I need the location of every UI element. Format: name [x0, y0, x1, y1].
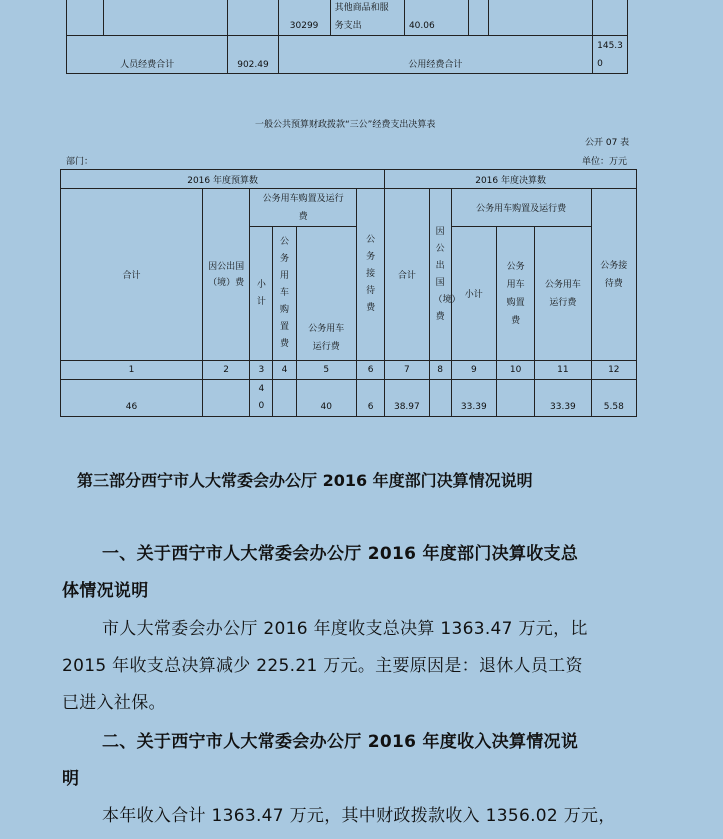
- col-number: 11: [535, 361, 591, 380]
- col-car-purchase: 公务用车购置费: [273, 227, 296, 361]
- col-car-purchase-actual-line: 费: [511, 315, 521, 326]
- unit-label: 单位：万元: [582, 157, 628, 167]
- col-car-run: [296, 227, 356, 361]
- value-car-purchase-actual: [496, 380, 534, 417]
- col-car-group-line: 公务用车购置及运行: [262, 193, 344, 204]
- personnel-value-cell: 902.49: [228, 36, 278, 74]
- value-subtotal-line: 4: [258, 384, 265, 394]
- col-reception-actual-line: 公务接: [600, 260, 628, 271]
- personnel-public-expense-table: [66, 0, 628, 74]
- col-number: 3: [250, 361, 273, 380]
- table-cell: [593, 0, 628, 36]
- value-reception-actual: 5.58: [591, 380, 636, 417]
- item-value-cell: 40.06: [404, 0, 468, 36]
- col-number: 2: [202, 361, 249, 380]
- value-subtotal-line: 0: [258, 401, 265, 411]
- col-total-actual: 合计: [385, 189, 429, 361]
- section-1-paragraph-line: 已进入社保。: [62, 693, 166, 713]
- part-title: 第三部分西宁市人大常委会办公厅 2016 年度部门决算情况说明: [77, 471, 533, 490]
- col-car-run-actual-line: 运行费: [549, 297, 577, 308]
- col-car-group-line: 费: [298, 211, 308, 222]
- section-1-paragraph-line: 市人大常委会办公厅 2016 年度收支总决算 1363.47 万元，比: [102, 619, 588, 639]
- col-car-purchase-actual-line: 公务: [506, 261, 525, 272]
- table-cell: [468, 0, 488, 36]
- col-number: 10: [496, 361, 534, 380]
- col-abroad: 因公出国（境）费: [202, 189, 249, 361]
- table-cell: [67, 0, 104, 36]
- value-abroad: [202, 380, 249, 417]
- table-cell: [104, 0, 228, 36]
- department-label: 部门：: [66, 157, 94, 167]
- col-car-purchase-actual: [496, 227, 534, 361]
- section-1-paragraph-line: 2015 年收支总决算减少 225.21 万元。主要原因是：退休人员工资: [62, 656, 583, 676]
- public-value-line: 145.3: [597, 40, 623, 51]
- col-number: 7: [385, 361, 429, 380]
- col-number: 8: [429, 361, 451, 380]
- col-reception-actual: [591, 189, 636, 361]
- public-value-line: 0: [597, 58, 603, 69]
- three-public-expense-table: [60, 169, 637, 417]
- public-label-cell: 公用经费合计: [278, 36, 593, 74]
- col-number: 4: [273, 361, 296, 380]
- value-subtotal-actual: 33.39: [451, 380, 496, 417]
- value-car-run-actual: 33.39: [535, 380, 591, 417]
- col-car-run-actual-line: 公务用车: [544, 279, 581, 290]
- table-title: 一般公共预算财政拨款“三公”经费支出决算表: [255, 120, 436, 130]
- col-car-run-line: 公务用车: [308, 324, 345, 334]
- col-subtotal-actual: 小计: [451, 227, 496, 361]
- actual-header: 2016 年度决算数: [385, 170, 637, 189]
- section-2-heading-line: 明: [62, 769, 80, 789]
- value-abroad-actual: [429, 380, 451, 417]
- col-reception: 公务接待费: [356, 189, 384, 361]
- col-total: 合计: [61, 189, 203, 361]
- section-1-heading-line: 一、关于西宁市人大常委会办公厅 2016 年度部门决算收支总: [102, 544, 579, 564]
- value-car-purchase: [273, 380, 296, 417]
- col-car-group-actual: 公务用车购置及运行费: [451, 189, 591, 227]
- col-subtotal: 小计: [250, 227, 273, 361]
- col-reception-actual-line: 待费: [604, 278, 623, 289]
- code-cell: 30299: [278, 0, 330, 36]
- col-car-run-line: 运行费: [312, 342, 340, 352]
- col-number: 1: [61, 361, 203, 380]
- col-number: 12: [591, 361, 636, 380]
- section-1-heading-line: 体情况说明: [62, 581, 149, 601]
- col-car-purchase-actual-line: 用车: [506, 279, 525, 290]
- table-cell: [228, 0, 278, 36]
- section-2-heading-line: 二、关于西宁市人大常委会办公厅 2016 年度收入决算情况说: [102, 732, 579, 752]
- value-subtotal: [250, 380, 273, 417]
- col-car-run-actual: [535, 227, 591, 361]
- col-car-purchase-actual-line: 购置: [506, 297, 525, 308]
- value-reception: 6: [356, 380, 384, 417]
- public-value-cell: [593, 36, 628, 74]
- value-car-run: 40: [296, 380, 356, 417]
- budget-header: 2016 年度预算数: [61, 170, 385, 189]
- value-total: 46: [61, 380, 203, 417]
- col-number: 5: [296, 361, 356, 380]
- value-total-actual: 38.97: [385, 380, 429, 417]
- col-abroad-actual: 因公出国（境）费: [429, 189, 451, 361]
- col-number: 9: [451, 361, 496, 380]
- col-car-group: [250, 189, 357, 227]
- form-number: 公开 07 表: [585, 138, 630, 148]
- col-number: 6: [356, 361, 384, 380]
- section-2-paragraph-line: 本年收入合计 1363.47 万元，其中财政拨款收入 1356.02 万元，: [102, 806, 616, 826]
- item-name-line: 其他商品和服: [334, 3, 389, 13]
- personnel-label-cell: 人员经费合计: [67, 36, 228, 74]
- item-name-line: 务支出: [334, 21, 362, 31]
- item-name-cell: [330, 0, 404, 36]
- table-cell: [488, 0, 592, 36]
